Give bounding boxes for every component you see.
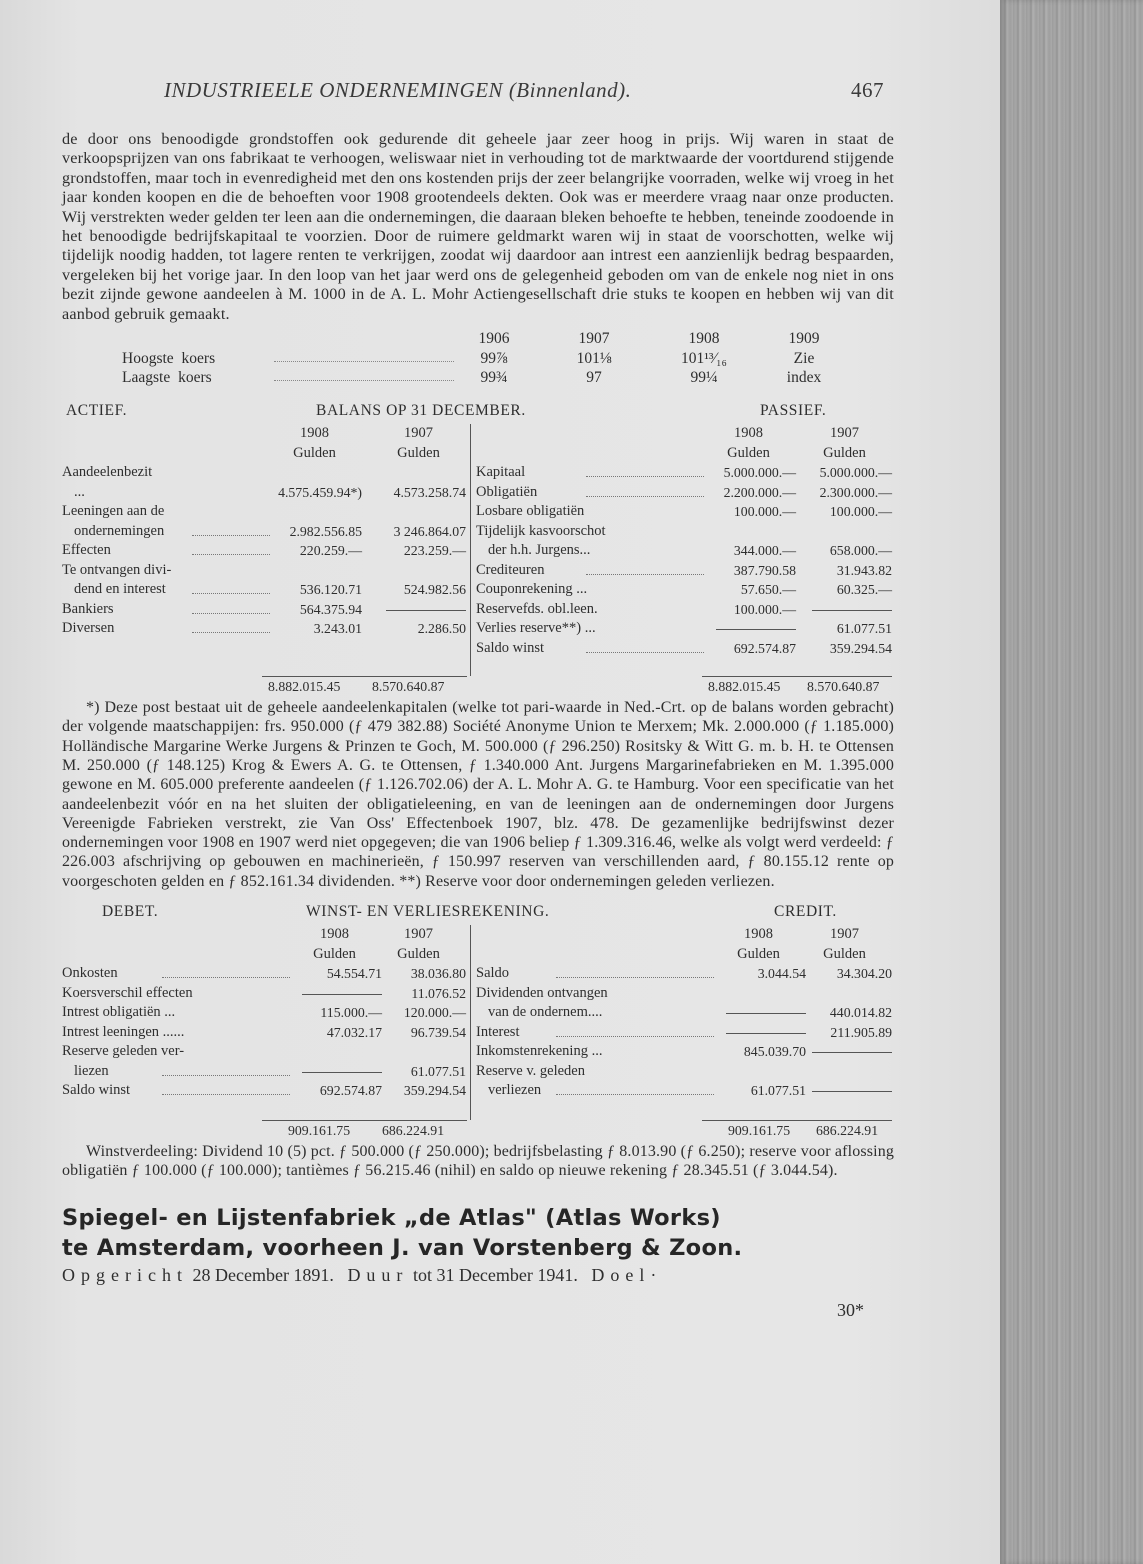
table-row [476,541,894,561]
debet-column [62,925,467,1101]
leader-dots [274,380,454,381]
koers-years-row [62,330,894,348]
total-rule [702,1120,892,1121]
table-row [476,1081,894,1101]
table-row [62,522,467,542]
koers-table [62,330,894,390]
company-heading [62,1203,894,1263]
leader-dots [162,1094,290,1095]
winst-heading [62,903,894,925]
winst-table [62,925,894,1120]
koers-row-laagste [62,369,894,387]
row-label: Te ontvangen divi- [62,561,172,578]
table-row [62,580,467,600]
empty-value-rule [812,1052,892,1053]
row-label: dend en interest [74,581,166,598]
winstverdeeling [62,1142,894,1181]
row-label: Intrest leeningen ...... [62,1023,185,1040]
table-row [62,502,467,522]
row-label: Couponrekening ... [476,581,588,598]
page-number: 467 [851,78,884,102]
row-label: Losbare obligatiën [476,503,585,520]
value-1908: 100.000.— [733,601,796,617]
value-1908: 5.000.000.— [723,465,796,481]
leader-dots [556,977,714,978]
table-row [476,483,894,503]
value-1907: 100.000.— [829,504,892,520]
year-header-row [62,925,467,945]
row-label: Saldo [476,965,510,982]
year-header: 1907 [404,425,433,442]
value-1907: 658.000.— [829,543,892,559]
passief-column [476,424,894,658]
company-founded [62,1265,894,1286]
total-credit-1907: 686.224.91 [816,1123,879,1139]
row-label: Reserve v. geleden [476,1062,585,1079]
year-header: 1907 [830,425,859,442]
row-label: ondernemingen [74,522,165,539]
koers-value: 101⅛ [576,350,612,368]
table-row [476,619,894,639]
value-1907: 2.286.50 [417,621,466,637]
year-header-row [476,925,894,945]
value-1908: 536.120.71 [299,582,362,598]
leader-dots [556,1036,714,1037]
debet-label: DEBET. [102,903,159,921]
unit-header: Gulden [727,444,770,461]
value-1907: 61.077.51 [836,621,892,637]
unit-header: Gulden [823,444,866,461]
total-rule [702,676,892,677]
table-row [476,502,894,522]
value-1907: 5.000.000.— [819,465,892,481]
table-row [476,1003,894,1023]
koers-value: 99¾ [480,369,508,387]
column-divider [470,925,471,1120]
row-label: Saldo winst [476,639,545,656]
leader-dots [162,1075,290,1076]
unit-header-row [62,945,467,965]
founded-date: 28 December 1891. [192,1264,334,1285]
table-row [476,561,894,581]
year-header-row [476,424,894,444]
value-1908: 47.032.17 [326,1024,382,1040]
signature-mark: 30* [837,1299,864,1320]
value-1908: 54.554.71 [326,966,382,982]
year-header: 1908 [320,926,349,943]
row-label: Reserve geleden ver- [62,1043,185,1060]
table-row [62,483,467,503]
winst-totals [62,1120,894,1142]
balans-title: BALANS OP 31 DECEMBER. [316,402,526,420]
empty-value-rule [812,1091,892,1092]
value-1908: 2.982.556.85 [289,523,362,539]
value-1907: 524.982.56 [403,582,466,598]
koers-year: 1906 [478,330,510,348]
unit-header-row [476,444,894,464]
value-1907: 120.000.— [403,1005,466,1021]
koers-value: Zie [793,350,815,368]
value-1907 [782,600,892,620]
table-row [62,541,467,561]
leader-dots [556,1094,714,1095]
row-label: Aandeelenbezit [62,464,153,481]
table-row [62,1023,467,1043]
value-1907: 60.325.— [836,582,892,598]
value-1908 [686,619,796,639]
row-label: Reservefds. obl.leen. [476,600,598,617]
doel-label: Doel· [591,1264,663,1285]
koers-value: 97 [586,369,602,387]
company-name-line1: Spiegel- en Lijstenfabriek „de Atlas" (Atlas Works) [62,1204,721,1231]
table-row [476,1062,894,1082]
value-1908: 57.650.— [740,582,796,598]
table-row [476,463,894,483]
koers-value: 101¹³⁄₁₆ [681,350,727,368]
value-1908: 115.000.— [320,1005,382,1021]
company-name-line2: te Amsterdam, voorheen J. van Vorstenberg & Zoon. [62,1234,743,1261]
table-row [62,561,467,581]
value-1907: 359.294.54 [829,640,892,656]
value-1907: 38.036.80 [410,966,466,982]
value-1907: 3 246.864.07 [393,523,466,539]
row-label: Onkosten [62,965,118,982]
row-label: Kapitaal [476,464,526,481]
row-label: Bankiers [62,600,114,617]
row-label: Saldo winst [62,1082,131,1099]
row-label: ... [74,483,85,500]
value-1907 [782,1042,892,1062]
unit-header: Gulden [737,945,780,962]
year-header: 1907 [404,926,433,943]
passief-label: PASSIEF. [760,402,827,420]
table-row [476,639,894,659]
unit-header: Gulden [313,945,356,962]
table-row [62,964,467,984]
actief-column [62,424,467,639]
value-1908: 692.574.87 [319,1083,382,1099]
year-header-row [62,424,467,444]
koers-row-hoogste [62,350,894,368]
value-1907: 61.077.51 [410,1063,466,1079]
row-label: Dividenden ontvangen [476,984,608,1001]
row-label: Interest [476,1023,520,1040]
value-1908: 387.790.58 [733,562,796,578]
report-paragraph: de door ons benoodigde grondstoffen ook gedurende dit geheele jaar zeer hoog in prijs. Wij waren in staat de verkoopsprijzen van ons fabrikaat te verhoogen, weliswaar niet in verhouding tot de marktwaarde der voortdurend stijgende grondstoffen, maar toch in evenredigheid met den ons kostenden prijs der zeer belangrijke voorraden, welke wij vroeg in het jaar konden koopen en die de behoeften voor 1908 grootendeels dekten. Ook was er meerdere vraag naar onze producten. Wij verstrekten weder gelden ter leen aan die ondernemingen, die daaraan bleken behoefte te hebben, teneinde zoodoende in het benoodigde bedrijfskapitaal te voorzien. Door de ruimere geldmarkt waren wij in staat de voorschotten, welke wij tijdelijk noodig hadden, tot lagere renten te verkrijgen, zoodat wij daardoor aan intrest een aanzienlijk bedrag bespaarden, vergeleken bij het vorige jaar. In den loop van het jaar werd ons de gelegenheid geboden om van de enkele nog niet in ons bezit zijnde gewone aandeelen à M. 1000 in de A. L. Mohr Actiengesellschaft drie stuks te koopen en hebben wij van dit aanbod gebruik gemaakt. [62,130,894,323]
total-debet-1907: 686.224.91 [382,1123,445,1139]
table-row [62,600,467,620]
value-1908: 344.000.— [733,543,796,559]
value-1908: 4.575.459.94*) [278,484,362,500]
total-rule [262,1120,467,1121]
total-rule [262,676,467,677]
duur-value: tot 31 December 1941. [412,1264,578,1285]
row-label: Intrest obligatiën ... [62,1004,176,1021]
unit-header: Gulden [823,945,866,962]
year-header: 1908 [300,425,329,442]
value-1908: 692.574.87 [733,640,796,656]
row-label: Crediteuren [476,561,545,578]
total-passief-1908: 8.882.015.45 [708,679,781,695]
unit-header: Gulden [293,444,336,461]
column-divider [470,424,471,676]
year-header: 1908 [734,425,763,442]
row-label: Verlies reserve**) ... [476,620,596,637]
table-row [476,580,894,600]
koers-label: Hoogste koers [122,350,216,368]
row-label: Inkomstenrekening ... [476,1043,603,1060]
empty-value-rule [812,610,892,611]
koers-year: 1909 [788,330,820,348]
value-1907: 223.259.— [403,543,466,559]
row-label: Obligatiën [476,483,538,500]
value-1907: 2.300.000.— [819,484,892,500]
koers-label: Laagste koers [122,369,212,387]
table-row [62,463,467,483]
value-1908: 2.200.000.— [723,484,796,500]
value-1907: 211.905.89 [830,1024,892,1040]
table-row [62,984,467,1004]
running-header [62,70,894,110]
koers-year: 1907 [578,330,610,348]
table-row [476,984,894,1004]
balans-heading [62,402,894,424]
value-1908: 3.044.54 [757,966,806,982]
value-1907 [356,600,466,620]
unit-header: Gulden [397,945,440,962]
table-row [62,1081,467,1101]
total-credit-1908: 909.161.75 [728,1123,791,1139]
value-1907: 4.573.258.74 [393,484,466,500]
footnote-text: *) Deze post bestaat uit de geheele aandeelenkapitalen (welke tot pari-waarde in Ned.-Crt. op de balans worden gebracht) der volgende maatschappijen: frs. 950.000 (ƒ 479 382.88) Société Anonyme Union te Merxem; Mk. 2.000.000 (ƒ 1.185.000) Holländische Margarine Werke Jurgens & Prinzen te Goch, M. 500.000 (ƒ 296.250) Rositsky & Witt G. m. b. H. te Ottensen M. 250.000 (ƒ 148.125) Krog & Ewers A. G. te Ottensen, ƒ 1.340.000 Ant. Jurgens Margarinefabrieken en M. 1.395.000 gewone en M. 605.000 preferente aandeelen (ƒ 1.126.702.06) der A. L. Mohr A. G. te Hamburg. Voor een specificatie van het aandeelenbezit vóór en na het sluiten der obligatieleening, en van de leeningen aan de ondernemingen door Jurgens Vereenigde Fabrieken verstrekt, zie Van Oss' Effectenboek 1907, blz. 478. De gezamenlijke bedrijfswinst dezer ondernemingen voor 1908 en 1907 werd niet opgegeven; die van 1906 beliep ƒ 1.309.316.46, welke als volgt werd verdeeld: ƒ 226.003 afschrijving op gebouwen en machinerieën, ƒ 150.997 reserven van verschillenden aard, ƒ 80.155.12 rente op voorgeschoten gelden en ƒ 852.161.34 dividenden. **) Reserve voor door ondernemingen geleden verliezen. [62,699,894,890]
credit-label: CREDIT. [774,903,837,921]
value-1907: 96.739.54 [410,1024,466,1040]
balans-table [62,424,894,676]
value-1908: 3.243.01 [313,621,362,637]
value-1907: 11.076.52 [411,985,466,1001]
row-label: der h.h. Jurgens... [488,542,591,559]
row-label: Effecten [62,542,111,559]
row-label: Koersverschil effecten [62,984,193,1001]
total-passief-1907: 8.570.640.87 [807,679,880,695]
table-row [476,1042,894,1062]
year-header: 1908 [744,926,773,943]
value-1908: 100.000.— [733,504,796,520]
koers-value: 99¼ [690,369,718,387]
leader-dots [274,361,454,362]
page-stack-edge [1000,0,1143,1564]
koers-value: index [786,369,822,387]
row-label: liezen [74,1062,109,1079]
table-row [62,1062,467,1082]
total-actief-1908: 8.882.015.45 [268,679,341,695]
value-1907 [782,1081,892,1101]
balans-footnote [62,698,894,891]
row-label: van de ondernem.... [488,1004,603,1021]
table-row [476,600,894,620]
value-1908: 61.077.51 [750,1083,806,1099]
duur-label: Duur [347,1264,409,1285]
total-actief-1907: 8.570.640.87 [372,679,445,695]
table-row [62,619,467,639]
value-1908: 220.259.— [299,543,362,559]
value-1907: 31.943.82 [836,562,892,578]
empty-value-rule [386,610,466,611]
row-label: Diversen [62,620,115,637]
table-row [476,1023,894,1043]
page-content [62,70,894,1321]
year-header: 1907 [830,926,859,943]
value-1908: 564.375.94 [299,601,362,617]
row-label: Tijdelijk kasvoorschot [476,522,606,539]
row-label: verliezen [488,1082,542,1099]
table-row [62,1003,467,1023]
value-1908: 845.039.70 [743,1044,806,1060]
founded-label: Opgericht [62,1264,188,1285]
running-title: INDUSTRIEELE ONDERNEMINGEN (Binnenland). [164,78,632,102]
actief-label: ACTIEF. [66,402,128,420]
winstverdeeling-text: Winstverdeeling: Dividend 10 (5) pct. ƒ 500.000 (ƒ 250.000); bedrijfsbelasting ƒ 8.013.90 (ƒ 6.250); reserve voor aflossing obligatiën ƒ 100.000 (ƒ 100.000); tantièmes ƒ 56.215.46 (nihil) en saldo op nieuwe rekening ƒ 28.345.51 (ƒ 3.044.54). [62,1143,894,1180]
value-1907: 34.304.20 [836,966,892,982]
row-label: Leeningen aan de [62,503,165,520]
unit-header-row [476,945,894,965]
leader-dots [162,977,290,978]
value-1907: 440.014.82 [829,1005,892,1021]
table-row [62,1042,467,1062]
koers-value: 99⅞ [480,350,508,368]
value-1907: 359.294.54 [403,1083,466,1099]
table-row [476,522,894,542]
total-debet-1908: 909.161.75 [288,1123,351,1139]
credit-column [476,925,894,1101]
unit-header-row [62,444,467,464]
winst-title: WINST- EN VERLIESREKENING. [306,903,550,921]
koers-year: 1908 [688,330,720,348]
table-row [476,964,894,984]
balans-totals [62,676,894,698]
unit-header: Gulden [397,444,440,461]
